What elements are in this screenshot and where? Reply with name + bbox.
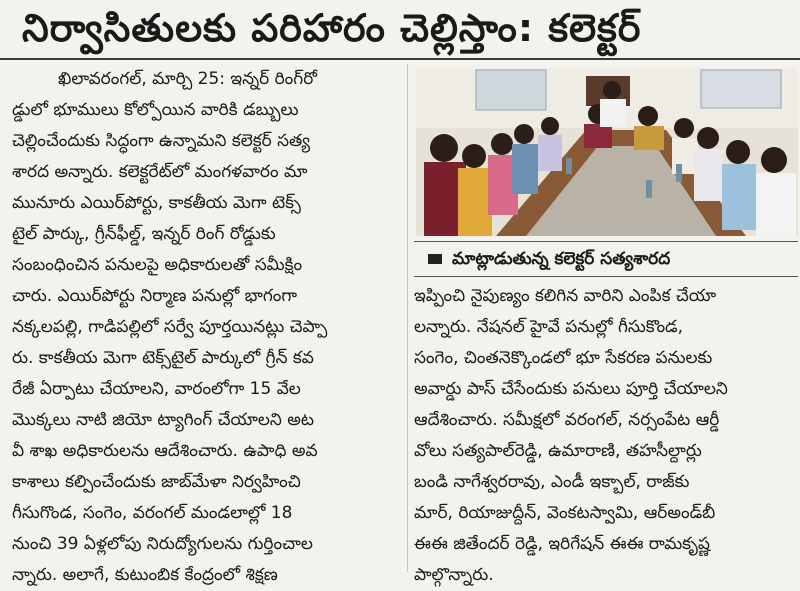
text-line: డ్డులో భూములు కోల్పోయిన వారికి డబ్బులు bbox=[12, 100, 299, 120]
text-line: పాల్గొన్నారు. bbox=[414, 565, 494, 585]
text-line: నక్కలపల్లి, గాడిపల్లిలో సర్వే పూర్తయినట్లు చెప్పా bbox=[12, 317, 328, 337]
text-line: కాశాలు కల్పించేందుకు జాబ్‌మేళా నిర్వహించి bbox=[12, 472, 301, 492]
text-line: లన్నారు. నేషనల్ హైవే పనుల్లో గీసుకొండ, bbox=[414, 317, 684, 337]
text-line: అవార్డు పాస్ చేసేందుకు పనులు పూర్తి చేయాలని bbox=[414, 379, 728, 399]
photo-caption bbox=[414, 241, 798, 277]
text-line: సంగెం, చింతనెక్కొండలో భూ సేకరణ పనులకు bbox=[414, 348, 713, 368]
caption-marker bbox=[428, 254, 442, 264]
text-line: బండి నాగేశ్వరరావు, ఎండీ ఇక్బాల్, రాజ్‌కు bbox=[414, 472, 690, 492]
text-line: శారద అన్నారు. కలెక్టరేట్‌లో మంగళవారం మా bbox=[12, 162, 308, 182]
text-line: మొక్కలు నాటి జియో ట్యాగింగ్ చేయాలని అట bbox=[12, 410, 314, 430]
right-article-column bbox=[414, 281, 798, 585]
text-line: నుంచి 39 ఏళ్లలోపు నిరుద్యోగులను గుర్తించాల bbox=[12, 534, 313, 554]
text-line: సంబంధించిన పనులపై అధికారులతో సమీక్షిం bbox=[12, 255, 303, 275]
text-line: ఈఈ జితేందర్ రెడ్డి, ఇరిగేషన్ ఈఈ రామకృష్ణ bbox=[414, 534, 710, 554]
text-line: వీ శాఖ అధికారులను ఆదేశించారు. ఉపాధి అవ bbox=[12, 441, 318, 461]
page-headline: నిర్వాసితులకు పరిహారం చెల్లిస్తాం: కలెక్టర్ bbox=[22, 6, 642, 50]
left-article-column bbox=[12, 64, 404, 585]
text-line: గీసుగొండ, సంగెం, వరంగల్ మండలాల్లో 18 bbox=[12, 503, 293, 523]
text-line: ఖిలావరంగల్, మార్చి 25: ఇన్నర్ రింగ్‌రో bbox=[58, 69, 317, 89]
text-line: టైల్ పార్కు, గ్రీన్‌ఫీల్డ్, ఇన్నర్ రింగ్ రోడ్డుకు bbox=[12, 224, 276, 244]
text-line: రు. కాకతీయ మెగా టెక్స్‌టైల్ పార్కులో గ్రీన్ కవ bbox=[12, 348, 314, 368]
news-photo bbox=[416, 68, 798, 236]
headline-rule bbox=[0, 58, 800, 60]
text-line: వోలు సత్యపాల్‌రెడ్డి, ఉమారాణి, తహసీల్దార్లు bbox=[414, 441, 702, 461]
text-line: మునూరు ఎయిర్‌పోర్టు, కాకతీయ మెగా టెక్స్ bbox=[12, 193, 301, 213]
text-line: న్నారు. అలాగే, కుటుంబిక కేంద్రంలో శిక్షణ bbox=[12, 565, 278, 585]
column-divider bbox=[407, 64, 408, 572]
text-line: చారు. ఎయిర్‌పోర్టు నిర్మాణ పనుల్లో భాగంగా bbox=[12, 286, 298, 306]
text-line: ఇప్పించి నైపుణ్యం కలిగిన వారిని ఎంపిక చేయా bbox=[414, 286, 717, 306]
text-line: మార్, రియాజుద్దీన్, వెంకటస్వామి, ఆర్‌అండ్‌బీ bbox=[414, 503, 716, 523]
caption-text: మాట్లాడుతున్న కలెక్టర్ సత్యశారద bbox=[452, 249, 671, 269]
meeting-photo-illustration bbox=[416, 68, 798, 236]
text-line: చెల్లించేందుకు సిద్ధంగా ఉన్నామని కలెక్టర్ సత్య bbox=[12, 131, 310, 151]
text-line: ఆదేశించారు. సమీక్షలో వరంగల్, నర్సంపేట ఆర్డీ bbox=[414, 410, 720, 430]
text-line: రేజీ ఏర్పాటు చేయాలని, వారంలోగా 15 వేల bbox=[12, 379, 301, 399]
